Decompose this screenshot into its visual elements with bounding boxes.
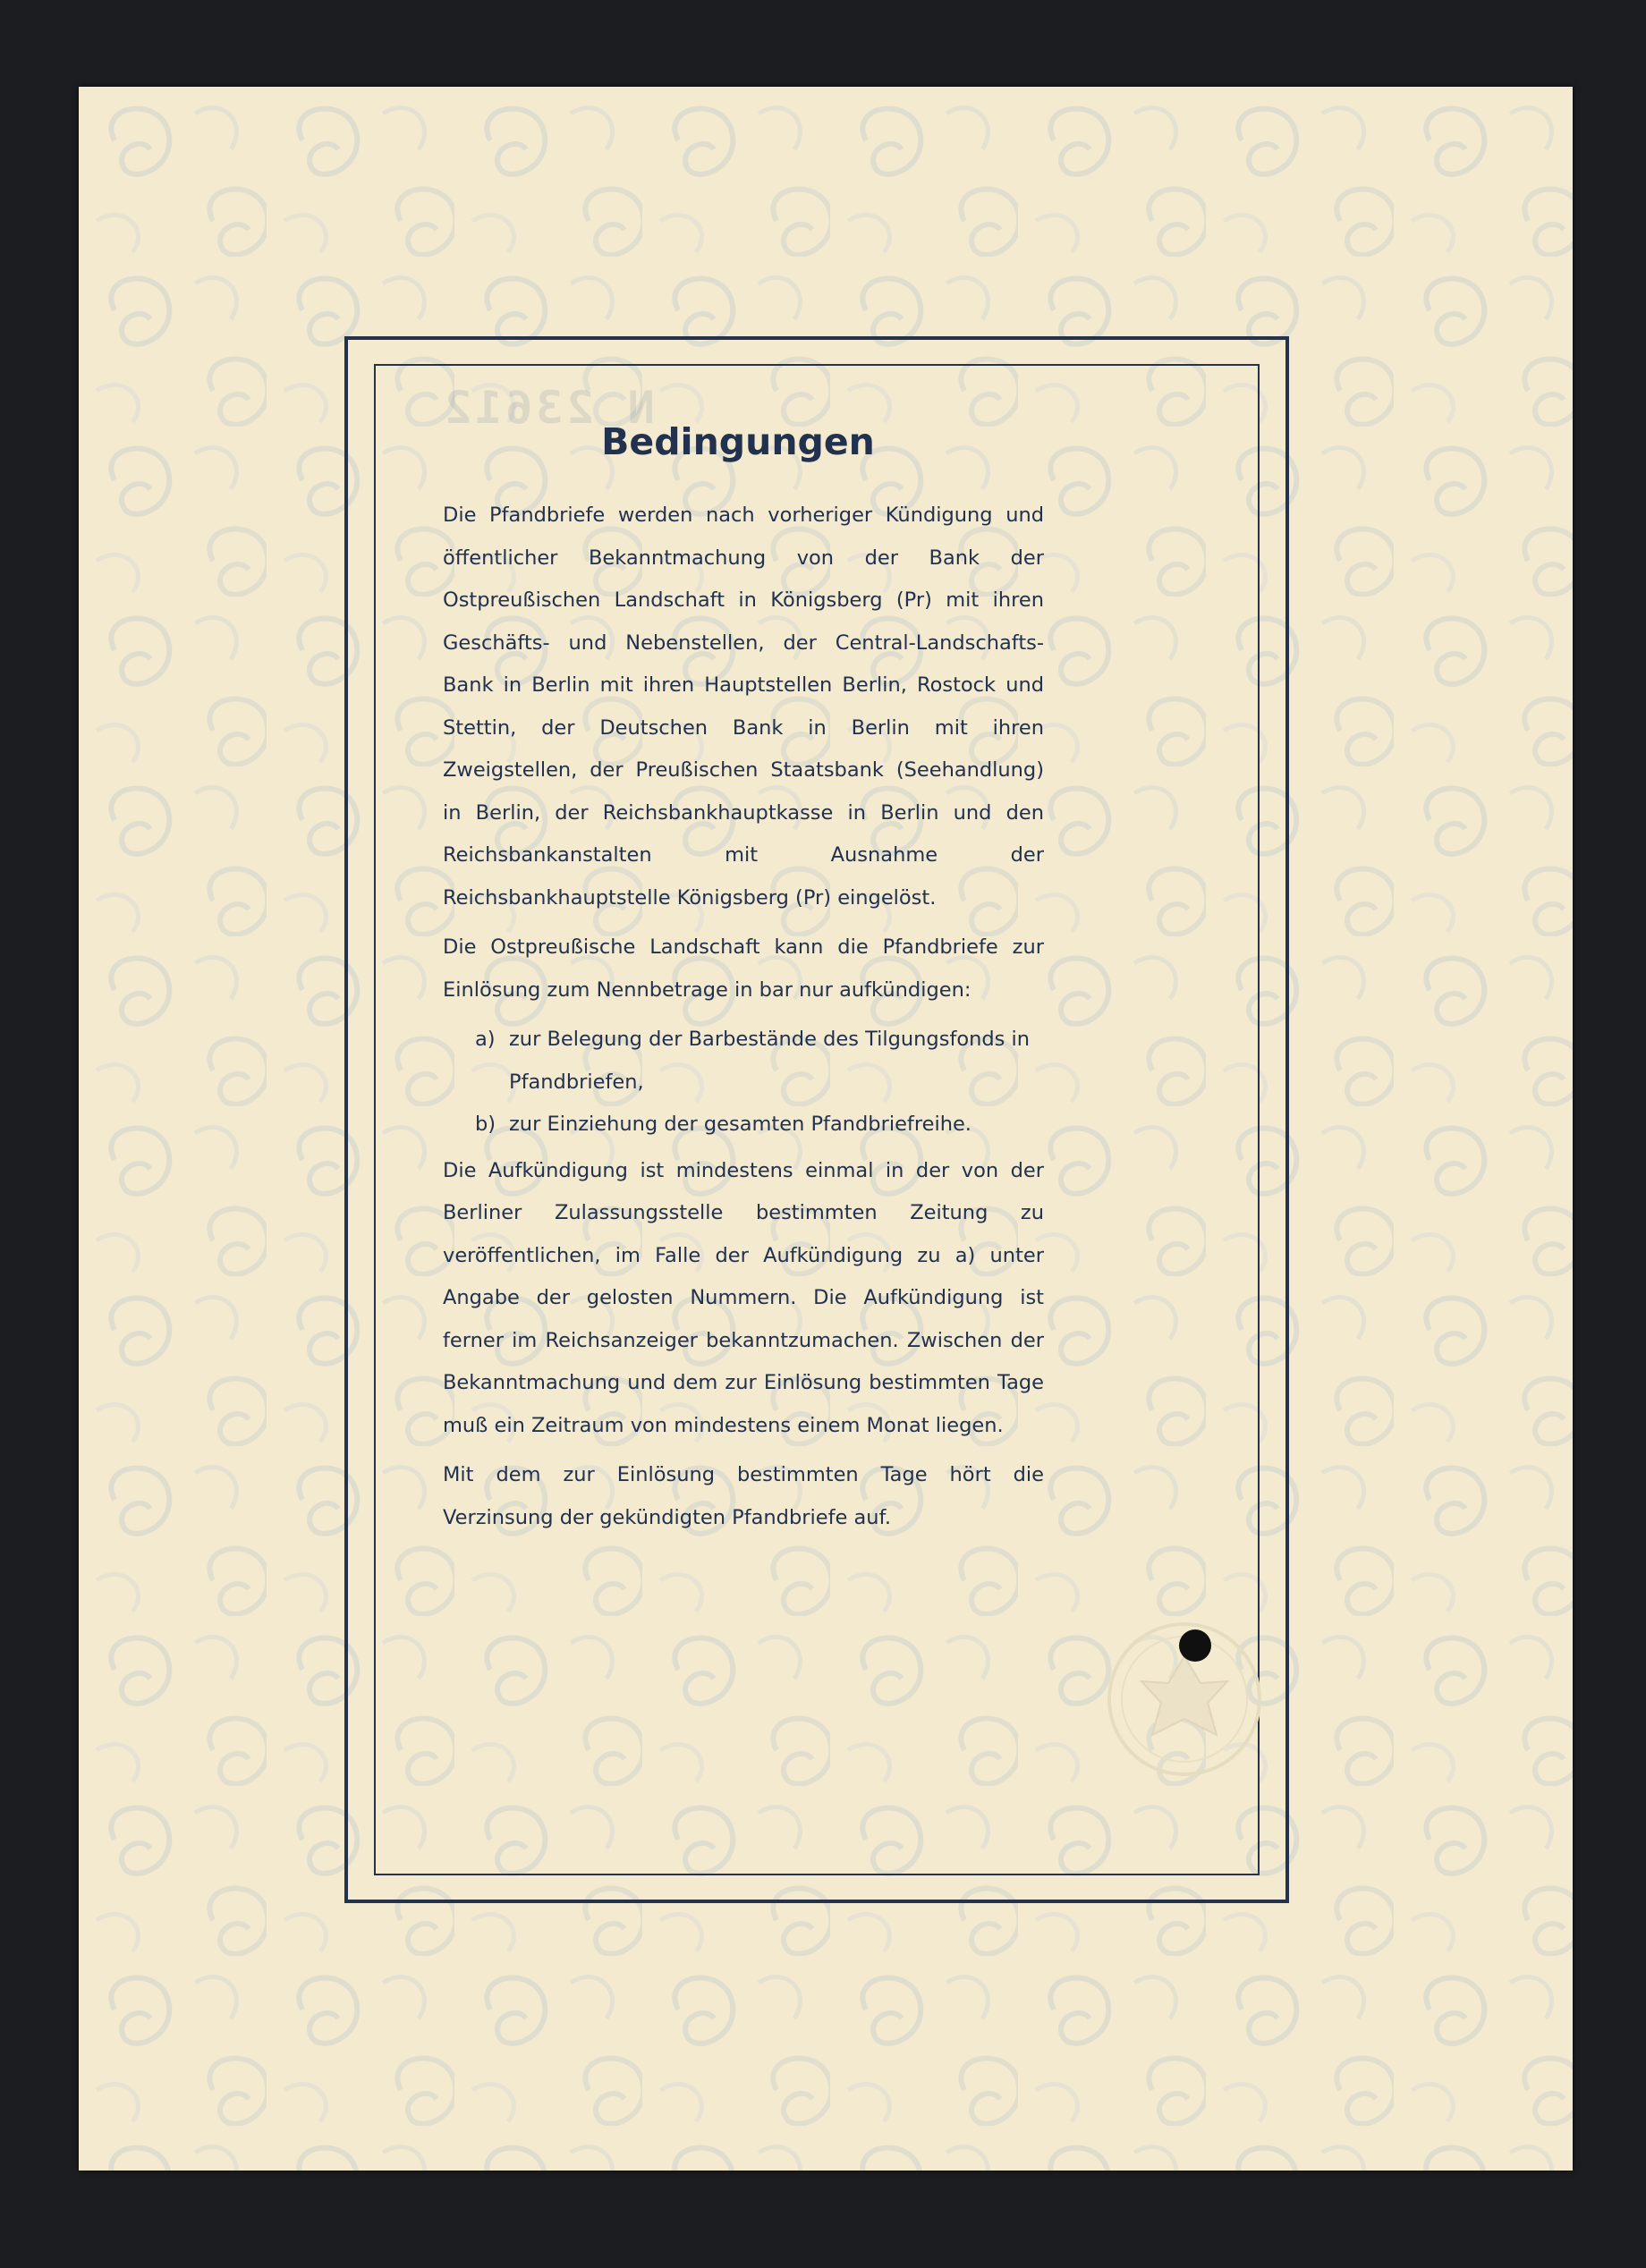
list-item-text: zur Belegung der Barbestände des Tilgungsfonds in Pfandbriefen, (509, 1028, 1031, 1094)
paragraph-interest-end: Mit dem zur Einlösung bestimmten Tage hört die Verzinsung der gekündigten Pfandbriefe auf. (443, 1463, 1044, 1529)
show-through-serial-number: N 23612 (441, 382, 655, 434)
list-marker: a) (475, 1028, 496, 1051)
conditions-body (443, 495, 1044, 1546)
termination-reasons-list (443, 1019, 1044, 1147)
paragraph-redemption-places: Die Pfandbriefe werden nach vorheriger Kündigung und öffentlicher Bekanntmachung von der Bank der Ostpreußischen Landschaft in Königsberg (Pr) mit ihren Geschäfts- und Nebenstellen, der Central-Landschafts-Bank in Berlin mit ihren Hauptstellen Berlin, Rostock und Stettin, der Deutschen Bank in Berlin mit ihren Zweigstellen, der Preußischen Staatsbank (Seehandlung) in Berlin, der Reichsbankhauptkasse in Berlin und den Reichsbankanstalten mit Ausnahme der Reichsbankhauptstelle Königsberg (Pr) eingelöst. (443, 504, 1044, 910)
list-item-text: zur Einziehung der gesamten Pfandbriefreihe. (509, 1113, 971, 1136)
list-marker: b) (475, 1113, 496, 1136)
list-item (443, 1019, 1044, 1104)
paragraph-publication-rules: Die Aufkündigung ist mindestens einmal in der von der Berliner Zulassungsstelle bestimmten Zeitung zu veröffentlichen, im Falle der Aufkündigung zu a) unter Angabe der gelosten Nummern. Die Aufkündigung ist ferner im Reichsanzeiger bekanntzumachen. Zwischen der Bekanntmachung und dem zur Einlösung bestimmten Tage muß ein Zeitraum von mindestens einem Monat liegen. (443, 1158, 1044, 1437)
page-title: Bedingungen (601, 420, 875, 463)
list-item (443, 1104, 1044, 1147)
punch-hole (1179, 1629, 1211, 1662)
paragraph-termination-rights: Die Ostpreußische Landschaft kann die Pfandbriefe zur Einlösung zum Nennbetrage in bar nur aufkündigen: (443, 935, 1044, 1002)
